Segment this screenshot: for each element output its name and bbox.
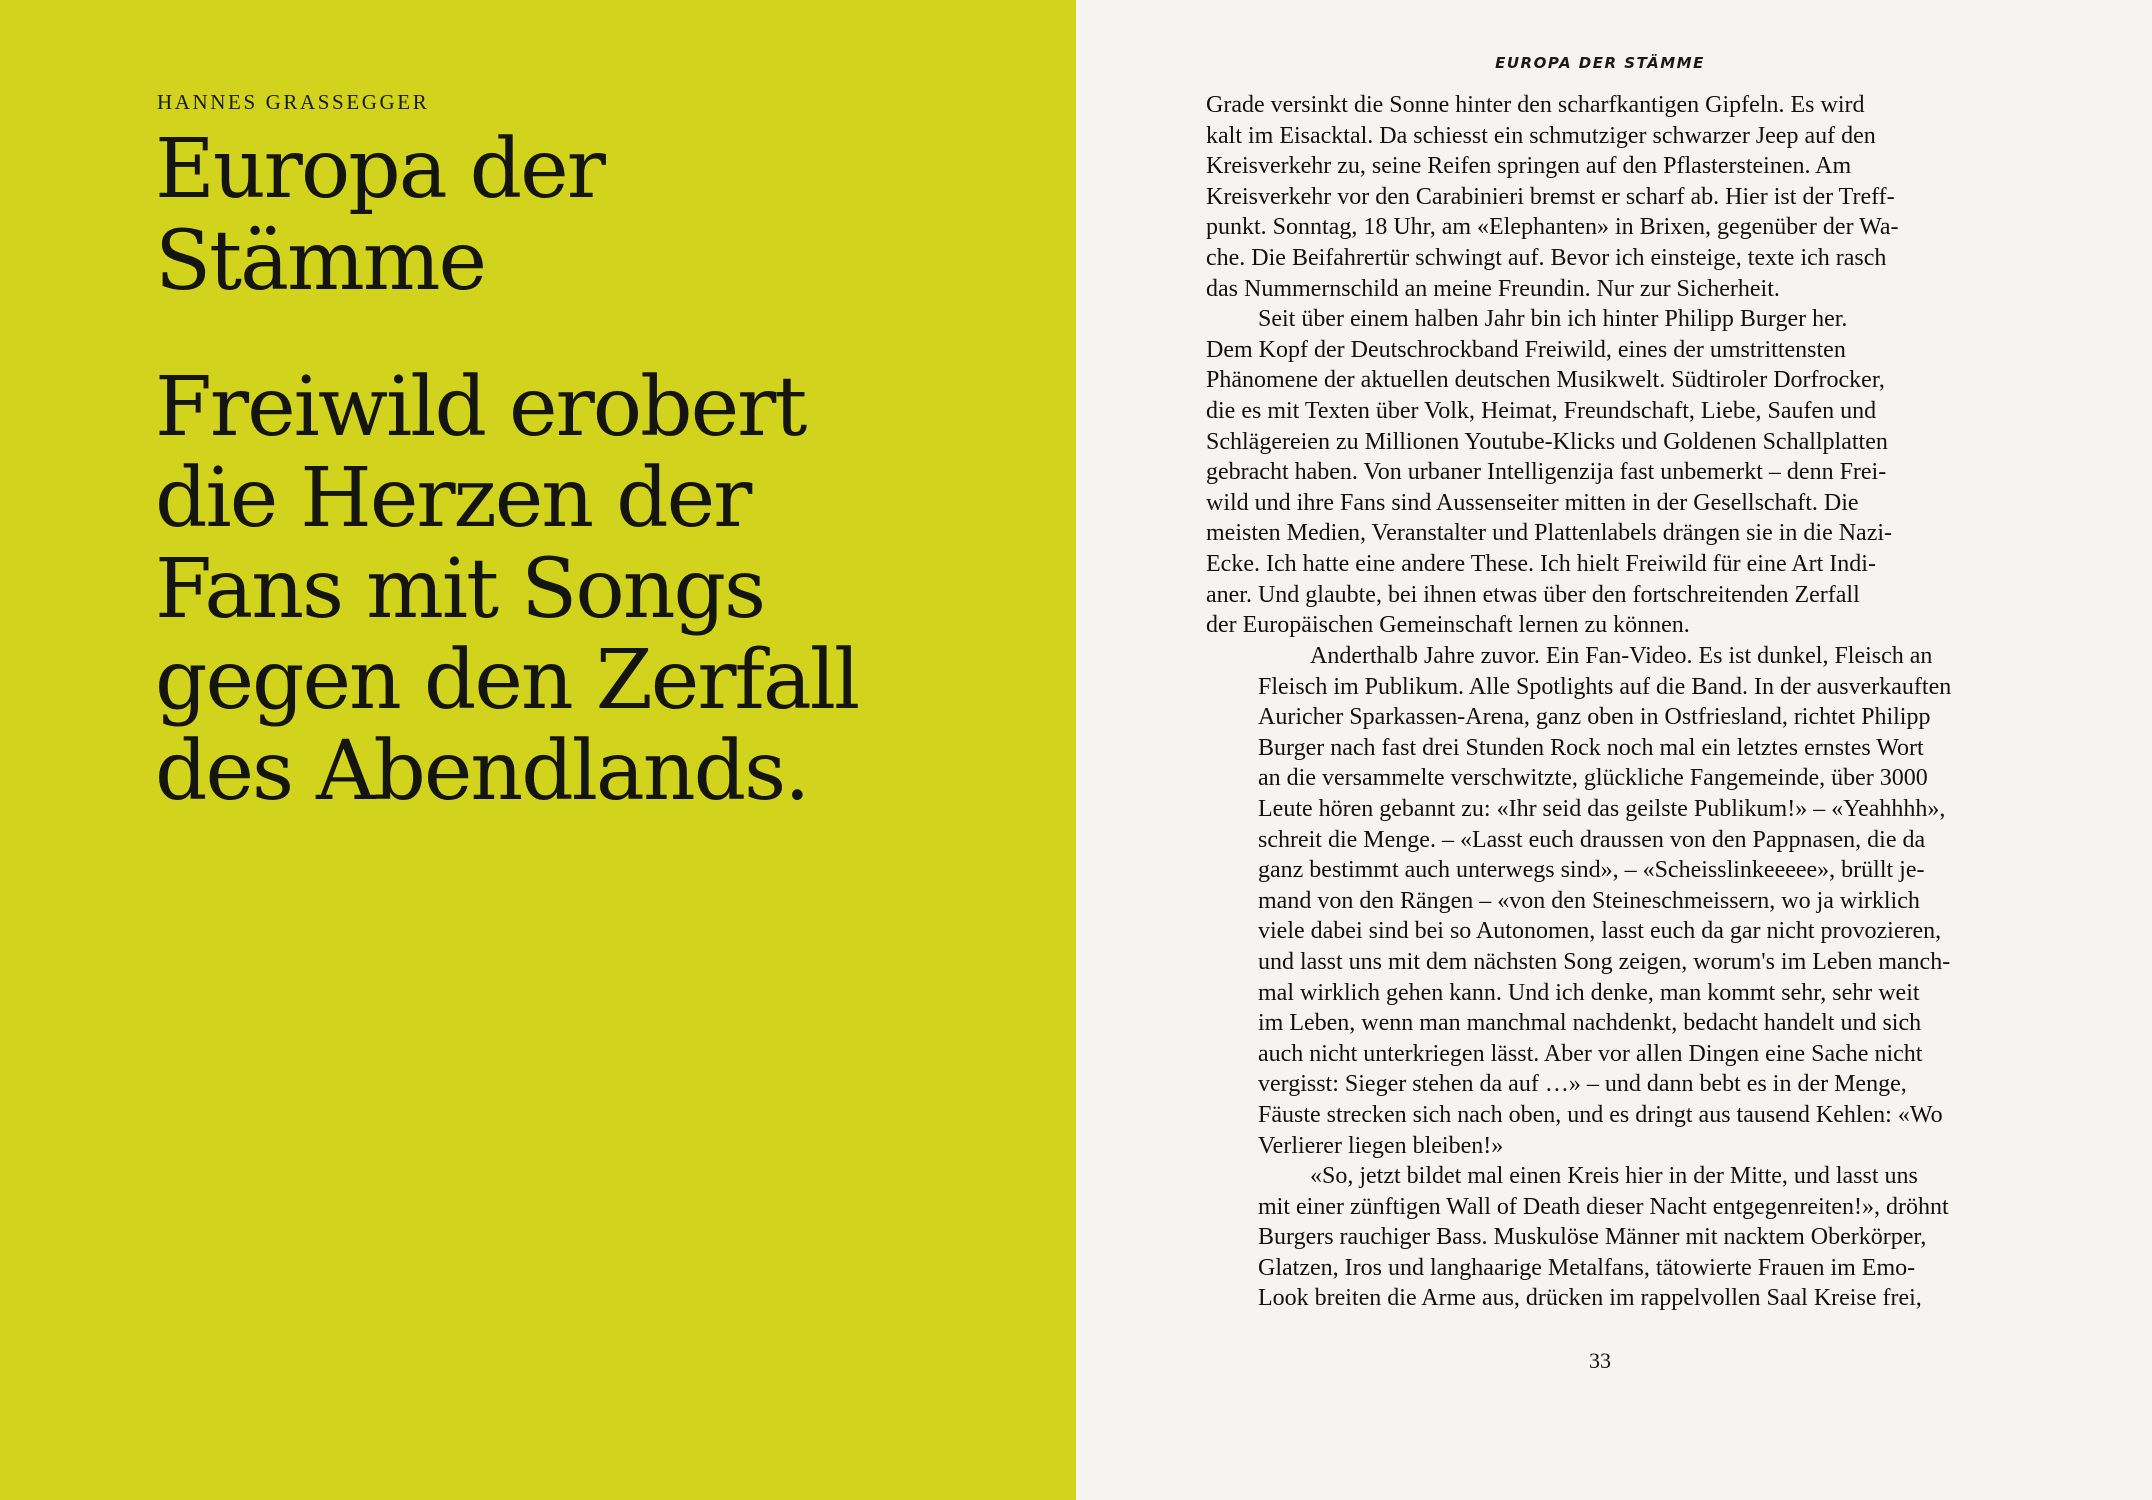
text-line: Seit über einem halben Jahr bin ich hinter Philipp Burger her. xyxy=(1258,306,1848,333)
author-name: HANNES GRASSEGGER xyxy=(157,90,430,114)
lead-line: gegen den Zerfall xyxy=(155,633,859,728)
text-line: schreit die Menge. – «Lasst euch draussen von den Pappnasen, die da xyxy=(1258,826,1926,853)
text-line: ganz bestimmt auch unterwegs sind», – «Scheisslinkeeeee», brüllt je- xyxy=(1258,857,1925,884)
text-line: Burgers rauchiger Bass. Muskulöse Männer mit nacktem Oberkörper, xyxy=(1258,1224,1927,1251)
lead-line: die Herzen der xyxy=(155,451,751,546)
text-line: das Nummernschild an meine Freundin. Nur zur Sicherheit. xyxy=(1206,275,1780,302)
lead-line: des Abendlands. xyxy=(155,724,809,819)
text-line: mal wirklich gehen kann. Und ich denke, man kommt sehr, sehr weit xyxy=(1258,979,1920,1006)
text-line: «So, jetzt bildet mal einen Kreis hier in der Mitte, und lasst uns xyxy=(1310,1163,1918,1190)
text-line: an die versammelte verschwitzte, glückliche Fangemeinde, über 3000 xyxy=(1258,765,1928,792)
text-line: und lasst uns mit dem nächsten Song zeigen, worum's im Leben manch- xyxy=(1258,948,1951,975)
text-line: mit einer zünftigen Wall of Death dieser Nacht entgegenreiten!», dröhnt xyxy=(1258,1193,1949,1220)
text-line: Burger nach fast drei Stunden Rock noch mal ein letztes ernstes Wort xyxy=(1258,734,1924,761)
text-line: Fäuste strecken sich nach oben, und es dringt aus tausend Kehlen: «Wo xyxy=(1258,1101,1943,1128)
text-line: Kreisverkehr vor den Carabinieri bremst er scharf ab. Hier ist der Treff- xyxy=(1206,183,1895,210)
text-line: che. Die Beifahrertür schwingt auf. Bevor ich einsteige, texte ich rasch xyxy=(1206,244,1887,271)
text-line: Ecke. Ich hatte eine andere These. Ich hielt Freiwild für eine Art Indi- xyxy=(1206,550,1876,577)
text-line: aner. Und glaubte, bei ihnen etwas über den fortschreitenden Zerfall xyxy=(1206,581,1860,608)
running-head: EUROPA DER STÄMME xyxy=(1495,54,1705,72)
text-line: Glatzen, Iros und langhaarige Metalfans, tätowierte Frauen im Emo- xyxy=(1258,1254,1916,1281)
text-line: punkt. Sonntag, 18 Uhr, am «Elephanten» in Brixen, gegenüber der Wa- xyxy=(1206,214,1899,241)
lead-line: Fans mit Songs xyxy=(155,542,765,637)
text-line: Fleisch im Publikum. Alle Spotlights auf die Band. In der ausverkauften xyxy=(1258,673,1952,700)
text-line: Dem Kopf der Deutschrockband Freiwild, eines der umstrittensten xyxy=(1206,336,1846,363)
body-column-a xyxy=(1206,90,1946,641)
text-line: kalt im Eisacktal. Da schiesst ein schmutziger schwarzer Jeep auf den xyxy=(1206,122,1876,149)
text-line: Grade versinkt die Sonne hinter den scharfkantigen Gipfeln. Es wird xyxy=(1206,92,1865,118)
text-line: auch nicht unterkriegen lässt. Aber vor allen Dingen eine Sache nicht xyxy=(1258,1040,1923,1067)
article-title xyxy=(155,124,604,308)
text-line: Look breiten die Arme aus, drücken im rappelvollen Saal Kreise frei, xyxy=(1258,1285,1922,1312)
page-number: 33 xyxy=(1589,1348,1611,1373)
text-line: vergisst: Sieger stehen da auf …» – und dann bebt es in der Menge, xyxy=(1258,1071,1907,1098)
text-line: Phänomene der aktuellen deutschen Musikwelt. Südtiroler Dorfrocker, xyxy=(1206,367,1885,394)
text-line: der Europäischen Gemeinschaft lernen zu können. xyxy=(1206,612,1690,639)
text-line: die es mit Texten über Volk, Heimat, Freundschaft, Liebe, Saufen und xyxy=(1206,397,1877,424)
text-line: viele dabei sind bei so Autonomen, lasst euch da gar nicht provozieren, xyxy=(1258,918,1942,945)
body-column-b xyxy=(1258,641,1998,1314)
title-line: Stämme xyxy=(155,214,486,309)
text-line: mand von den Rängen – «von den Steineschmeissern, wo ja wirklich xyxy=(1258,887,1920,914)
text-line: gebracht haben. Von urbaner Intelligenzija fast unbemerkt – denn Frei- xyxy=(1206,459,1887,486)
title-line: Europa der xyxy=(155,122,604,217)
text-line: Leute hören gebannt zu: «Ihr seid das geilste Publikum!» – «Yeahhhh», xyxy=(1258,795,1946,822)
text-line: im Leben, wenn man manchmal nachdenkt, bedacht handelt und sich xyxy=(1258,1010,1922,1037)
text-line: Schlägereien zu Millionen Youtube-Klicks und Goldenen Schallplatten xyxy=(1206,428,1888,455)
text-line: Kreisverkehr zu, seine Reifen springen auf den Pflastersteinen. Am xyxy=(1206,153,1852,180)
text-line: wild und ihre Fans sind Aussenseiter mitten in der Gesellschaft. Die xyxy=(1206,489,1859,516)
text-line: Verlierer liegen bleiben!» xyxy=(1258,1132,1504,1159)
lead-line: Freiwild erobert xyxy=(155,360,806,455)
text-line: Anderthalb Jahre zuvor. Ein Fan-Video. Es ist dunkel, Fleisch an xyxy=(1310,643,1933,669)
text-line: meisten Medien, Veranstalter und Plattenlabels drängen sie in die Nazi- xyxy=(1206,520,1893,547)
article-lead xyxy=(155,362,858,817)
text-line: Auricher Sparkassen-Arena, ganz oben in Ostfriesland, richtet Philipp xyxy=(1258,704,1931,731)
